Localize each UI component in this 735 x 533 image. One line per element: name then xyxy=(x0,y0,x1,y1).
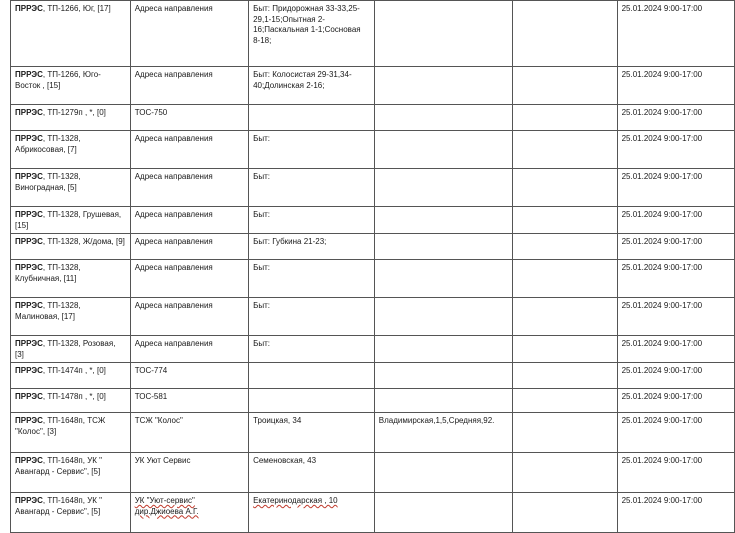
substation-label: , ТП-1648п, ТСЖ "Колос", [3] xyxy=(15,416,106,436)
substation-label: , ТП-1648п, УК " Авангард - Сервис", [5] xyxy=(15,456,103,476)
cell-text: 25.01.2024 9:00-17:00 xyxy=(621,301,703,310)
household-addresses-cell xyxy=(249,67,375,105)
substation-label: , ТП-1328, Малиновая, [17] xyxy=(15,301,81,321)
network-label: ПРРЭС xyxy=(15,366,43,375)
schedule-cell xyxy=(617,234,734,260)
legal-addresses-cell xyxy=(374,169,512,207)
cell-text: Быт: xyxy=(253,210,270,219)
household-addresses-cell xyxy=(249,234,375,260)
network-label: ПРРЭС xyxy=(15,456,43,465)
substation-label: , ТП-1328, Абрикосовая, [7] xyxy=(15,134,81,154)
legal-addresses-cell xyxy=(374,363,512,389)
cell-text: Адреса направления xyxy=(134,301,213,310)
outage-table xyxy=(10,0,735,533)
cell-text: Быт: Колосистая 29-31,34-40;Долинская 2-16; xyxy=(253,70,352,90)
household-addresses-cell xyxy=(249,413,375,453)
other-cell xyxy=(513,131,617,169)
cell-text: ТСЖ "Колос" xyxy=(134,416,183,425)
other-cell xyxy=(513,336,617,363)
address-type-cell xyxy=(130,336,248,363)
address-type-cell xyxy=(130,389,248,413)
network-cell xyxy=(11,298,131,336)
cell-text: 25.01.2024 9:00-17:00 xyxy=(621,496,703,505)
other-cell xyxy=(513,363,617,389)
address-type-cell xyxy=(130,453,248,493)
other-cell xyxy=(513,493,617,533)
table-row xyxy=(11,453,735,493)
network-cell xyxy=(11,169,131,207)
substation-label: , ТП-1648п, УК " Авангард - Сервис", [5] xyxy=(15,496,103,516)
table-row xyxy=(11,207,735,234)
table-row xyxy=(11,67,735,105)
legal-addresses-cell xyxy=(374,67,512,105)
address-type-cell xyxy=(130,169,248,207)
schedule-cell xyxy=(617,207,734,234)
table-row xyxy=(11,493,735,533)
schedule-cell xyxy=(617,336,734,363)
schedule-cell xyxy=(617,453,734,493)
cell-text: ТОС-581 xyxy=(134,392,168,401)
cell-text: Быт: xyxy=(253,339,270,348)
network-label: ПРРЭС xyxy=(15,263,43,272)
cell-text: 25.01.2024 9:00-17:00 xyxy=(621,392,703,401)
cell-text: Адреса направления xyxy=(134,134,213,143)
other-cell xyxy=(513,298,617,336)
network-label: ПРРЭС xyxy=(15,134,43,143)
network-cell xyxy=(11,493,131,533)
legal-addresses-cell xyxy=(374,389,512,413)
network-label: ПРРЭС xyxy=(15,237,43,246)
legal-addresses-cell xyxy=(374,207,512,234)
schedule-cell xyxy=(617,131,734,169)
legal-addresses-cell xyxy=(374,413,512,453)
address-type-cell xyxy=(130,131,248,169)
address-type-cell xyxy=(130,260,248,298)
table-row xyxy=(11,260,735,298)
network-cell xyxy=(11,413,131,453)
table-row xyxy=(11,1,735,67)
network-cell xyxy=(11,453,131,493)
cell-text: УК "Уют-сервис" дир.Джиоева А.Г. xyxy=(134,496,199,516)
network-label: ПРРЭС xyxy=(15,416,43,425)
legal-addresses-cell xyxy=(374,234,512,260)
cell-text: 25.01.2024 9:00-17:00 xyxy=(621,416,703,425)
household-addresses-cell xyxy=(249,493,375,533)
network-label: ПРРЭС xyxy=(15,70,43,79)
cell-text: 25.01.2024 9:00-17:00 xyxy=(621,134,703,143)
network-label: ПРРЭС xyxy=(15,4,43,13)
cell-text: Быт: xyxy=(253,134,270,143)
other-cell xyxy=(513,413,617,453)
other-cell xyxy=(513,389,617,413)
cell-text: 25.01.2024 9:00-17:00 xyxy=(621,263,703,272)
table-row xyxy=(11,336,735,363)
substation-label: , ТП-1328, Ж/дома, [9] xyxy=(42,237,125,246)
network-label: ПРРЭС xyxy=(15,108,43,117)
address-type-cell xyxy=(130,413,248,453)
household-addresses-cell xyxy=(249,298,375,336)
cell-text: Троицкая, 34 xyxy=(253,416,302,425)
schedule-cell xyxy=(617,67,734,105)
cell-text: 25.01.2024 9:00-17:00 xyxy=(621,237,703,246)
outage-table-body xyxy=(11,1,735,533)
schedule-cell xyxy=(617,298,734,336)
address-type-cell xyxy=(130,234,248,260)
household-addresses-cell xyxy=(249,260,375,298)
network-cell xyxy=(11,363,131,389)
cell-text: Быт: Придорожная 33-33,25-29,1-15;Опытная 2-16;Паскальная 1-1;Сосновая 8-18; xyxy=(253,4,361,45)
network-label: ПРРЭС xyxy=(15,392,43,401)
address-type-cell xyxy=(130,67,248,105)
cell-text: 25.01.2024 9:00-17:00 xyxy=(621,172,703,181)
cell-text: 25.01.2024 9:00-17:00 xyxy=(621,366,703,375)
cell-text: Адреса направления xyxy=(134,4,213,13)
household-addresses-cell xyxy=(249,363,375,389)
cell-text: 25.01.2024 9:00-17:00 xyxy=(621,70,703,79)
cell-text: 25.01.2024 9:00-17:00 xyxy=(621,339,703,348)
household-addresses-cell xyxy=(249,336,375,363)
table-row xyxy=(11,169,735,207)
network-label: ПРРЭС xyxy=(15,496,43,505)
network-cell xyxy=(11,260,131,298)
household-addresses-cell xyxy=(249,453,375,493)
other-cell xyxy=(513,105,617,131)
network-label: ПРРЭС xyxy=(15,339,43,348)
network-cell xyxy=(11,207,131,234)
legal-addresses-cell xyxy=(374,131,512,169)
table-row xyxy=(11,389,735,413)
network-cell xyxy=(11,234,131,260)
cell-text: Адреса направления xyxy=(134,172,213,181)
table-row xyxy=(11,234,735,260)
network-cell xyxy=(11,1,131,67)
cell-text: Адреса направления xyxy=(134,210,213,219)
network-cell xyxy=(11,67,131,105)
legal-addresses-cell xyxy=(374,260,512,298)
network-cell xyxy=(11,131,131,169)
cell-text: Быт: xyxy=(253,172,270,181)
cell-text: УК Уют Сервис xyxy=(134,456,191,465)
schedule-cell xyxy=(617,363,734,389)
substation-label: , ТП-1279п , *, [0] xyxy=(42,108,106,117)
table-row xyxy=(11,298,735,336)
table-row xyxy=(11,363,735,389)
household-addresses-cell xyxy=(249,1,375,67)
table-row xyxy=(11,413,735,453)
legal-addresses-cell xyxy=(374,1,512,67)
network-cell xyxy=(11,336,131,363)
cell-text: ТОС-774 xyxy=(134,366,168,375)
schedule-cell xyxy=(617,493,734,533)
household-addresses-cell xyxy=(249,105,375,131)
substation-label: , ТП-1328, Клубничная, [11] xyxy=(15,263,81,283)
cell-text: Быт: xyxy=(253,301,270,310)
schedule-cell xyxy=(617,1,734,67)
address-type-cell xyxy=(130,105,248,131)
other-cell xyxy=(513,453,617,493)
network-cell xyxy=(11,105,131,131)
address-type-cell xyxy=(130,493,248,533)
network-cell xyxy=(11,389,131,413)
address-type-cell xyxy=(130,1,248,67)
household-addresses-cell xyxy=(249,207,375,234)
cell-text: Быт: xyxy=(253,263,270,272)
substation-label: , ТП-1328, Грушевая, [15] xyxy=(15,210,122,230)
address-type-cell xyxy=(130,207,248,234)
legal-addresses-cell xyxy=(374,298,512,336)
schedule-cell xyxy=(617,389,734,413)
other-cell xyxy=(513,67,617,105)
schedule-cell xyxy=(617,105,734,131)
other-cell xyxy=(513,207,617,234)
cell-text: Адреса направления xyxy=(134,237,213,246)
schedule-cell xyxy=(617,169,734,207)
substation-label: , ТП-1266, Юго-Восток , [15] xyxy=(15,70,101,90)
network-label: ПРРЭС xyxy=(15,301,43,310)
table-row xyxy=(11,105,735,131)
legal-addresses-cell xyxy=(374,336,512,363)
cell-text: Адреса направления xyxy=(134,339,213,348)
other-cell xyxy=(513,260,617,298)
table-row xyxy=(11,131,735,169)
cell-text: Екатеринодарская , 10 xyxy=(253,496,338,505)
substation-label: , ТП-1474п , *, [0] xyxy=(42,366,106,375)
other-cell xyxy=(513,234,617,260)
cell-text: Адреса направления xyxy=(134,263,213,272)
address-type-cell xyxy=(130,363,248,389)
schedule-cell xyxy=(617,413,734,453)
substation-label: , ТП-1328, Виноградная, [5] xyxy=(15,172,81,192)
legal-addresses-cell xyxy=(374,493,512,533)
cell-text: 25.01.2024 9:00-17:00 xyxy=(621,4,703,13)
substation-label: , ТП-1328, Розовая, [3] xyxy=(15,339,116,359)
cell-text: Быт: Губкина 21-23; xyxy=(253,237,327,246)
household-addresses-cell xyxy=(249,389,375,413)
legal-addresses-cell xyxy=(374,453,512,493)
cell-text: Семеновская, 43 xyxy=(253,456,317,465)
cell-text: 25.01.2024 9:00-17:00 xyxy=(621,456,703,465)
network-label: ПРРЭС xyxy=(15,210,43,219)
substation-label: , ТП-1478п , *, [0] xyxy=(42,392,106,401)
cell-text: Адреса направления xyxy=(134,70,213,79)
address-type-cell xyxy=(130,298,248,336)
other-cell xyxy=(513,169,617,207)
cell-text: 25.01.2024 9:00-17:00 xyxy=(621,108,703,117)
cell-text: 25.01.2024 9:00-17:00 xyxy=(621,210,703,219)
cell-text: Владимирская,1,5,Средняя,92. xyxy=(378,416,495,425)
household-addresses-cell xyxy=(249,131,375,169)
network-label: ПРРЭС xyxy=(15,172,43,181)
cell-text: ТОС-750 xyxy=(134,108,168,117)
legal-addresses-cell xyxy=(374,105,512,131)
household-addresses-cell xyxy=(249,169,375,207)
substation-label: , ТП-1266, Юг, [17] xyxy=(42,4,111,13)
schedule-cell xyxy=(617,260,734,298)
other-cell xyxy=(513,1,617,67)
